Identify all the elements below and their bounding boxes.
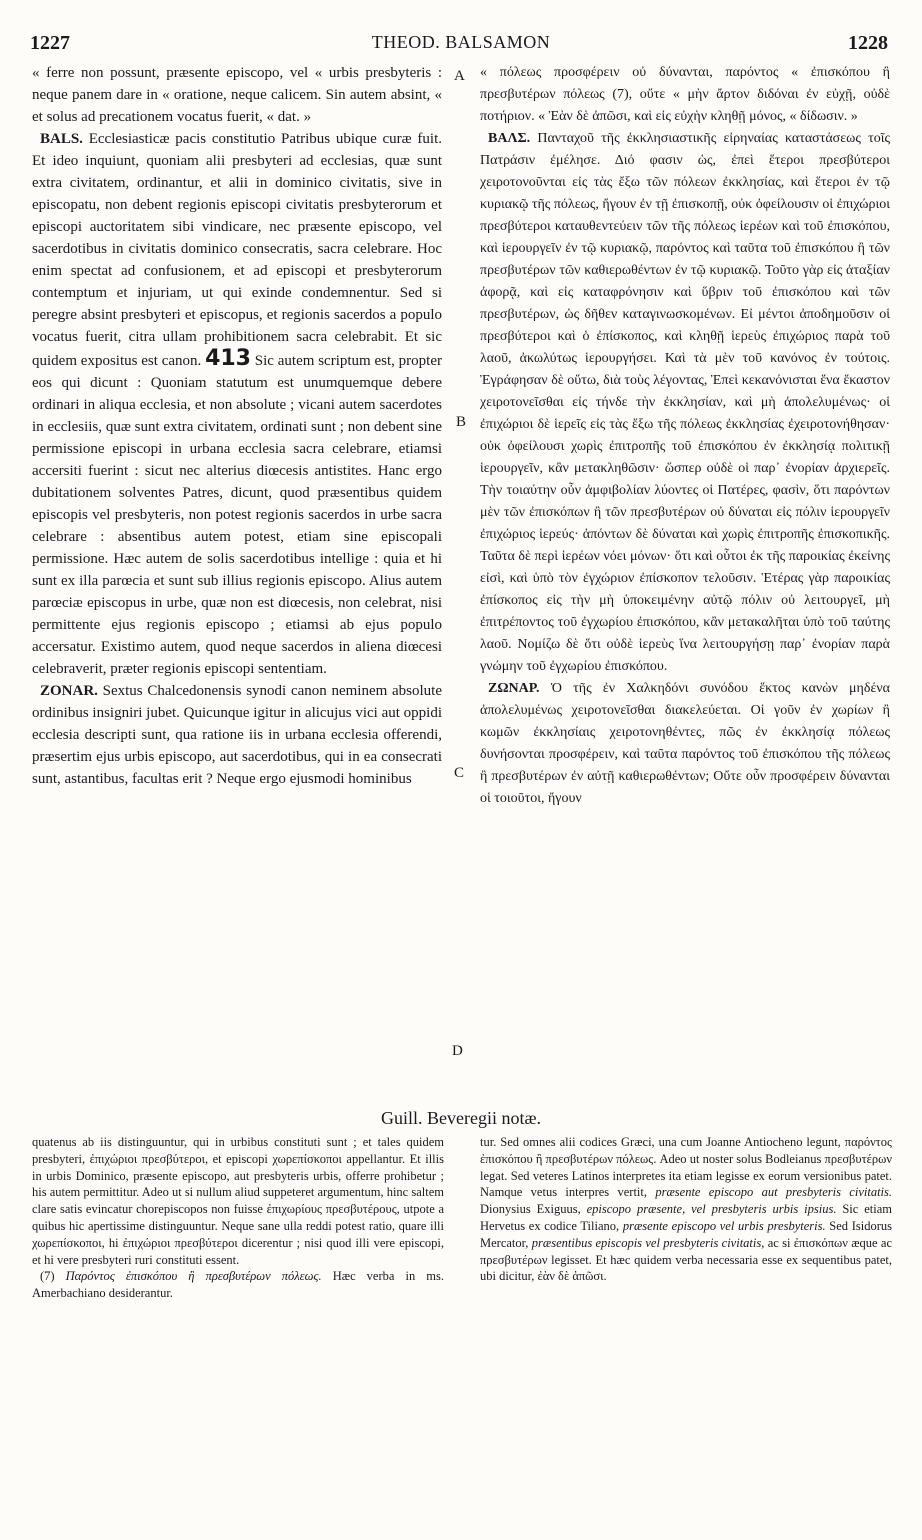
notes-title: Guill. Beveregii notæ. bbox=[381, 1108, 541, 1128]
footnote-number: (7) bbox=[40, 1269, 55, 1284]
notes-right-italic-1: præsente episcopo aut presbyteris civitatis. bbox=[655, 1185, 893, 1200]
zonar-commentary-greek bbox=[480, 678, 890, 810]
bals-commentary-latin bbox=[32, 128, 442, 680]
page-number-right: 1228 bbox=[848, 32, 888, 54]
notes-right-part-4: Sed Isidorus Mercator, bbox=[480, 1218, 893, 1250]
footnote-7 bbox=[32, 1268, 444, 1302]
zonar-text-latin: Sextus Chalcedonensis synodi canon neminem absolute ordinibus insigniri jubet. Quicunque igitur in alicujus vici aut oppidi ecclesia descripti sunt, qua ratione iis in urbana ecclesia offerendi, præsertim ejus urbis episcopo, aut sacerdotibus, qui in ea consecrati sunt, astantibus, facultas erit ? Neque ergo ejusmodi hominibus bbox=[32, 683, 442, 787]
notes-left-text: quatenus ab iis distinguuntur, qui in urbibus constituti sunt ; et tales quidem presbyteri, ἐπιχώριοι πρεσβύτεροι, et episcopi χωρεπίσκοποι appellantur. Et illis in urbis Dominico, præsente episcopo, aut presbyteris urbis, offerre prohibetur ; his autem permittitur. Adeo ut si nullum aliud suppeteret argumentum, hinc saltem clare satis evincatur chorepiscopos non fuisse ἐπιχωρίους πρεσβυτέρους, utpote a quibus hic apertissime distinguuntur. Neque sane ulla reddi potest ratio, quare illi χωρεπίσκοποι, hi ἐπιχώριοι πρεσβύτεροι dicerentur ; nisi quod illi vere episcopi, et hi vere presbyteri ruri constituti essent. bbox=[32, 1135, 444, 1267]
margin-marker-a: A bbox=[454, 68, 465, 84]
notes-right-italic-2: episcopo præsente, vel presbyteris urbis ipsius. bbox=[586, 1202, 837, 1217]
bals-text-latin-1: Ecclesiasticæ pacis constitutio Patribus ubique curæ fuit. Et ideo inquiunt, quoniam alii presbyteri ad ecclesias, quæ sunt extra civitatem, ordinantur, et alii in dominico civitatis, sive in episcopatu, non debent regionis episcopi civitatis presbyterorum et episcopi auctoritatem sibi vindicare, nec præsente episcopo, vel sacerdotibus in civitatis dominico consecratis, sacra celebrare. Hoc enim spectat ad confusionem, et ad episcopi et presbyterorum contemptum et injuriam, ut qui exinde condemnentur. Sed si peregre absint presbyteri et episcopus, et regionis sacerdos a populo vocatus fuerit, citra ullam prohibitionem sacra celebrabit. Et sic quidem expositus est canon. bbox=[32, 131, 443, 369]
notes-right-italic-4: præsentibus episcopis vel presbyteris civitatis, bbox=[531, 1235, 765, 1250]
notes-right-part-2: Dionysius Exiguus, bbox=[480, 1202, 581, 1217]
margin-marker-d: D bbox=[452, 1043, 463, 1059]
zonar-lead-greek: ΖΩΝΑΡ. bbox=[488, 681, 540, 696]
canon-quote-greek: « πόλεως προσφέρειν οὐ δύνανται, παρόντος « ἐπισκόπου ἢ πρεσβυτέρων πόλεως (7), οὔτε « μὴν ἄρτον διδόναι ἐν εὐχῇ, οὐδὲ ποτήριον. « Ἐὰν δὲ ἀπῶσι, καὶ εἰς εὐχὴν κληθῇ μόνος, « δίδωσιν. » bbox=[480, 65, 890, 124]
bals-text-greek: Πανταχοῦ τῆς ἐκκλησιαστικῆς εἰρηναίας καταστάσεως τοῖς Πατράσιν ἐμέλησε. Διό φασιν ὡς, ἐπεὶ ἕτεροι πρεσβύτεροι χειροτονοῦνται εἰς τὰς ἔξω τῶν πόλεων ἐκκλησίας, καὶ ἕτεροι ἐν τῷ κυριακῷ τῆς πόλεως, ἤγουν ἐν τῇ ἐπισκοπῇ, οὐκ ὀφείλουσιν οἱ ἐπιχώριοι πρεσβύτεροι καταυθεντεύειν τῶν τῆς πόλεως ἱερέων καὶ τοῦ ἐπισκόπου, καὶ ἱερουργεῖν ἐν τῷ κυριακῷ, παρόντος καὶ ταῦτα τοῦ ἐπισκόπου ἢ τῶν πρεσβυτέρων τῶν καθιερωθέντων ἐν τῷ κυριακῷ. Τοῦτο γὰρ εἰς ἀταξίαν ἀφορᾷ, καὶ εἰς καταφρόνησιν καὶ ὕβριν τοῦ ἐπισκόπου καὶ τῶν πρεσβυτέρων, ὡς δῆθεν καταγινωσκομένων. Εἰ μέντοι ἀποδημοῦσιν οἱ πρεσβύτεροι καὶ ὁ ἐπίσκοπος, καὶ κληθῇ ἱερεὺς ἐπιχώριος παρὰ τοῦ λαοῦ, ἀκωλύτως ἱερουργήσει. Καὶ τὰ μὲν τοῦ κανόνος ἐν τούτοις. Ἐγράφησαν δὲ οὕτω, διὰ τοὺς λέγοντας, Ἐπεὶ κεκανόνισται ἕνα ἕκαστον χειροτονεῖσθαι εἰς τήνδε τὴν ἐκκλησίαν, καὶ μὴ ἀπολελυμένως· οἱ ἐπιχώριοι δὲ ἱερεῖς εἰς τὰς ἔξω τῆς πόλεως ἐκκλησίας ἐχειροτονήθησαν· οὐκ ὀφείλουσι χωρὶς ἐπιτροπῆς τοῦ ἐπισκόπου ἐν ἐκκλησίᾳ πολιτικῇ ἱερουργεῖν, κἂν μετακληθῶσιν· ὥσπερ οὐδὲ οἱ παρ᾽ ἐνορίαν ἀρχιερεῖς. Τὴν τοιαύτην οὖν ἀμφιβολίαν λύοντες οἱ Πατέρες, φασὶν, ὅτι παρόντων μὲν τῶν ἐπισκόπων ἢ τῶν πρεσβυτέρων οὐ δύναται εἰς πόλιν ἱερουργεῖν ἐπιχώριος ἱερεύς· ἀπόντων δὲ δύναται καὶ χωρὶς ἐπιτροπῆς ἐπισκοπικῆς. Ταῦτα δὲ περὶ ἱερέων νόει μόνων· ὅτι καὶ οὗτοι ἐκ τῆς παροικίας ἐκείνης εἰσὶ, καὶ ὑπὸ τὸν ἐγχώριον ἐπίσκοπον τελοῦσιν. Ἑτέρας γὰρ παροικίας ἐπίσκοπος εἰς τὴν μὴ ὑποκειμένην αὐτῷ πόλιν οὐ λειτουργεῖ, μὴ ἐπιτρέποντος τοῦ ἐγχωρίου ἐπισκόπου, κἂν μετακαλῆται ὑπὸ τοῦ ταύτης λαοῦ. Νομίζω δὲ ὅτι οὐδὲ ἱερεὺς ἵνα λειτουργήσῃ παρ᾽ ἐνορίαν παρὰ γνώμην τοῦ ἐγχωρίου ἐπισκόπου. bbox=[480, 131, 891, 674]
canon-quote-latin: « ferre non possunt, præsente episcopo, vel « urbis presbyteris : neque panem dare in « oratione, neque calicem. Sin autem absint, « et solus ad precationem vocatus fuerit, « dat. » bbox=[32, 65, 442, 125]
bals-text-latin-2: Sic autem scriptum est, propter eos qui dicunt : Quoniam statutum est unumquemque debere ordinari in aliqua ecclesia, et non absolute ; vicani autem sacerdotes in ecclesiis, quæ sunt extra civitatem, ordinati sunt ; non debent sine permissione episcopi in urbana ecclesia sacra celebrare, etiamsi accersiti fuerint : sicut nec alterius diœcesis antistites. Hanc ergo dubitationem solventes Patres, dicunt, quod præsentibus quidem episcopis vel presbyteris, non potest regionis sacerdos in urbe sacra celebrare : absentibus autem potest, etiam sine episcopali permissione. Hæc autem de solis sacerdotibus intellige : quia et hi sunt ex illa parœcia et sunt sub illius regionis episcopo. Alius autem parœciæ episcopus in urbe, quæ non est diœcesis, non celebrat, nisi permittente ejus regionis episcopo ; etiamsi ab ejus populo accersatur. Existimo autem, quod neque sacerdos in aliena diœcesi celebraverit, præter regionis episcopi sententiam. bbox=[32, 353, 443, 677]
notes-right-part-5: ac si ἐπισκόπων æque ac πρεσβυτέρων legisset. Et hæc quidem verba necessaria esse ex sequentibus patet, ubi dicitur, ἐὰν δὲ ἀπῶσι. bbox=[480, 1235, 893, 1284]
margin-marker-c: C bbox=[454, 765, 465, 781]
bals-lead-greek: ΒΑΛΣ. bbox=[488, 131, 531, 146]
latin-column bbox=[32, 62, 442, 790]
running-head bbox=[0, 32, 922, 58]
notes-right-italic-3: præsente episcopo vel urbis presbyteris. bbox=[622, 1218, 826, 1233]
zonar-text-greek: Ὁ τῆς ἐν Χαλκηδόνι συνόδου ἕκτος κανὼν μηδένα ἀπολελυμένως χειροτονεῖσθαι διακελεύεται. Οἱ γοῦν ἐν χωρίων ἢ κωμῶν ἐκκλησίαις χειροτονηθέντες, πῶς ἐν ἐκκλησίᾳ πόλεως δυνήσονται προσφέρειν, καὶ ταῦτα παρόντος τοῦ ἐπισκόπου τῆς πόλεως ἢ πρεσβυτέρων ἐν αὐτῇ καθιερωθέντων; Οὔτε οὖν προσφέρειν δύνανται οἱ τοιοῦτοι, ἤγουν bbox=[480, 681, 890, 806]
footnote-greek: Παρόντος ἐπισκόπου ἢ πρεσβυτέρων πόλεως. bbox=[65, 1269, 322, 1284]
greek-column bbox=[480, 62, 890, 810]
zonar-commentary-latin bbox=[32, 680, 442, 790]
margin-marker-b: B bbox=[456, 414, 467, 430]
notes-left-column bbox=[32, 1134, 444, 1302]
notes-right-text bbox=[480, 1134, 892, 1285]
bals-commentary-greek bbox=[480, 128, 890, 678]
column-number: 413 bbox=[205, 346, 251, 371]
bals-lead-latin: BALS. bbox=[40, 131, 83, 147]
zonar-lead-latin: ZONAR. bbox=[40, 683, 98, 699]
notes-right-part-3: Sic etiam Hervetus ex codice Tiliano, bbox=[480, 1202, 892, 1233]
footnote-text: Hæc verba in ms. Amerbachiano desiderantur. bbox=[32, 1269, 445, 1301]
notes-right-part-1: tur. Sed omnes alii codices Græci, una cum Joanne Antiocheno legunt, παρόντος ἐπισκόπου ἢ πρεσβυτέρων πόλεως. Adeo ut noster solus Bodleianus πρεσβυτέρων legat. Sed veteres Latinos interpretes ita etiam legisse ex eorum versionibus patet. Namque vetus interpres vertit, bbox=[480, 1135, 892, 1200]
page-number-left: 1227 bbox=[30, 32, 70, 54]
running-title: THEOD. BALSAMON bbox=[371, 32, 551, 52]
notes-right-column bbox=[480, 1134, 892, 1285]
